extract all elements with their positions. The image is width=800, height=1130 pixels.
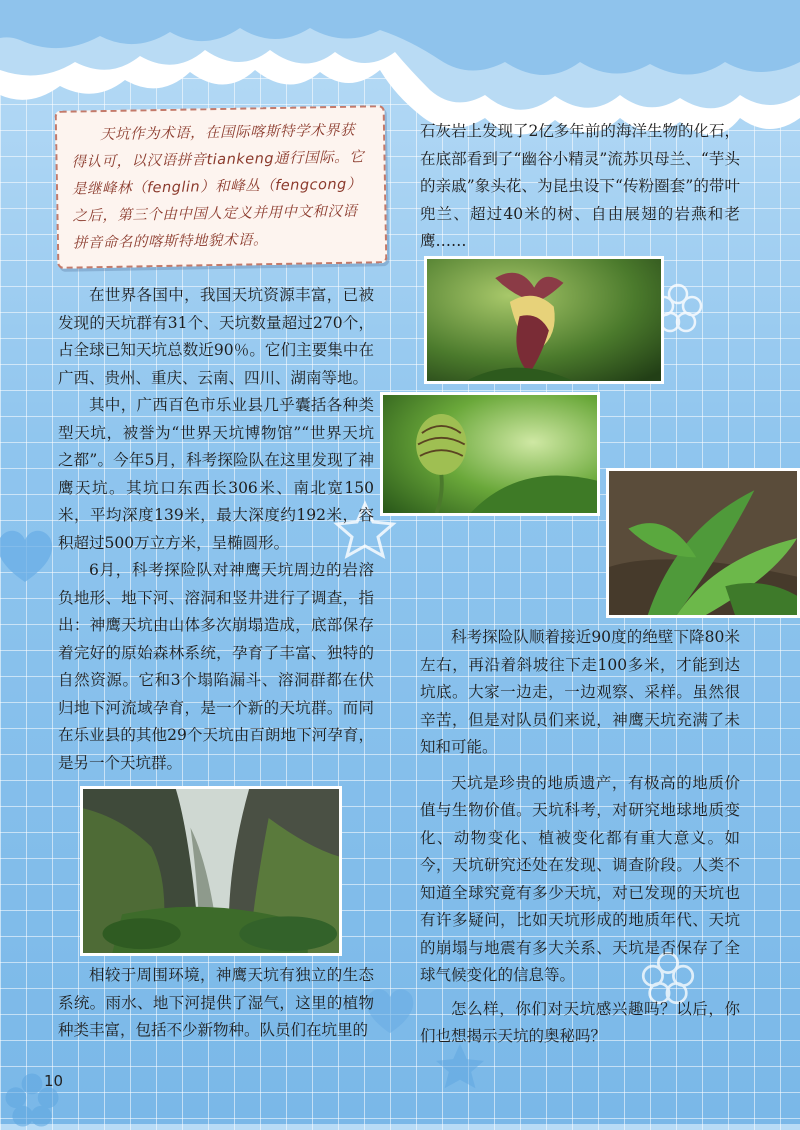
right-column-lower (420, 624, 740, 1051)
left-column-lower (58, 962, 374, 1045)
paragraph-ecosystem: 相较于周围环境，神鹰天坑有独立的生态系统。雨水、地下河提供了湿气，这里的植物种类丰富，包括不少新物种。队员们在坑里的 (58, 966, 374, 1039)
paragraph-leye-county: 其中，广西百色市乐业县几乎囊括各种类型天坑，被誉为“世界天坑博物馆”“世界天坑之都”。今年5月，科考探险队在这里发现了神鹰天坑。其坑口东西长306米、南北宽150米，平均深度139米，最大深度约192米，容积超过500万立方米，呈椭圆形。 (58, 396, 374, 552)
paragraph-resources: 在世界各国中，我国天坑资源丰富，已被发现的天坑群有31个、天坑数量超过270个，占全球已知天坑总数近90％。它们主要集中在广西、贵州、重庆、云南、四川、湖南等地。 (58, 286, 374, 387)
left-column-upper (58, 282, 374, 777)
orchid-bud-photo (380, 392, 600, 516)
heart-icon (0, 520, 60, 590)
paragraph-june-survey: 6月，科考探险队对神鹰天坑周边的岩溶负地形、地下河、溶洞和竖井进行了调查，指出：神鹰天坑由山体多次崩塌造成，底部保存着完好的原始森林系统，孕育了丰富、独特的自然资源。它和3个塌陷漏斗、溶洞群都在伏归地下河流域孕育，是一个新的天坑群。而同在乐业县的其他29个天坑由百朗地下河孕育，是另一个天坑群。 (58, 561, 374, 772)
paragraph-descent: 科考探险队顺着接近90度的绝壁下降80米左右，再沿着斜坡往下走100多米，才能到达坑底。大家一边走，一边观察、采样。虽然很辛苦，但是对队员们来说，神鹰天坑充满了未知和可能。 (420, 628, 740, 756)
terminology-note-card (55, 105, 388, 269)
terminology-note-text: 天坑作为术语，在国际喀斯特学术界获得认可，以汉语拼音tiankeng通行国际。它是继峰林（fenglin）和峰丛（fengcong）之后，第三个由中国人定义并用中文和汉语拼音命名的喀斯特地貌术语。 (71, 122, 365, 252)
right-column-upper (420, 118, 740, 256)
orchid-flower-photo (424, 256, 664, 384)
paragraph-closing-question: 怎么样，你们对天坑感兴趣吗？以后，你们也想揭示天坑的奥秘吗？ (420, 999, 740, 1045)
canyon-photo (80, 786, 342, 956)
paragraph-geological-value: 天坑是珍贵的地质遗产，有极高的地质价值与生物价值。天坑科考，对研究地球地质变化、动物变化、植被变化都有重大意义。如今，天坑研究还处在发现、调查阶段。人类不知道全球究竟有多少天坑，对已发现的天坑也有许多疑问，比如天坑形成的地质年代、天坑的崩塌与地震有多大关系、天坑是否保存了全球气候变化的信息等。 (420, 773, 740, 984)
orchid-leaves-photo (606, 468, 800, 618)
page-number: 10 (44, 1072, 64, 1090)
paragraph-discoveries: 石灰岩上发现了2亿多年前的海洋生物的化石，在底部看到了“幽谷小精灵”流苏贝母兰、“芋头的亲戚”象头花、为昆虫设下“传粉圈套”的带叶兜兰、超过40米的树、自由展翅的岩燕和老鹰…… (420, 122, 740, 250)
